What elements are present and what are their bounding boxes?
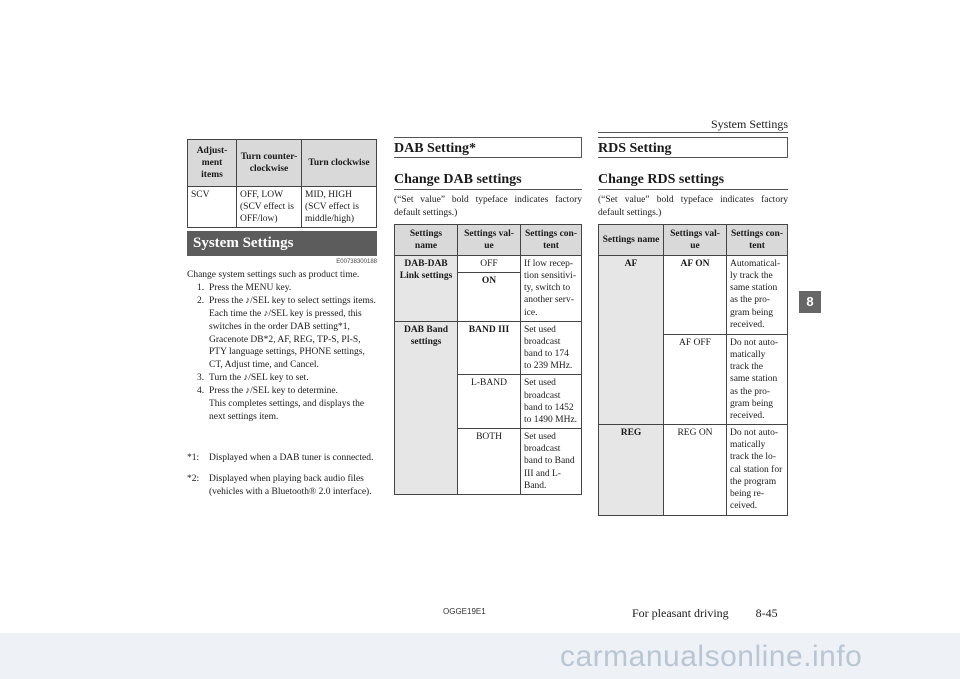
steps-list [187,282,377,424]
rds-reg-name: REG [599,425,664,516]
step-text: Press the ♪/SEL key to determine. [209,386,338,397]
footer-page-number: 8-45 [755,606,778,620]
dab-header-value: Settings val-ue [458,225,521,256]
step-text: Press the MENU key. [209,282,292,293]
system-settings-body [187,269,377,424]
step-number: 4. [197,386,205,397]
step-item [187,372,377,385]
dab-link-off: OFF [458,256,521,273]
footer-code: OGGE19E1 [443,607,486,616]
footnote-text: Displayed when a DAB tuner is connected. [209,453,374,463]
rds-af-off-content: Do not auto-matically track the same station as the pro-gram being received. [727,335,788,425]
adjust-cell-ccw: OFF, LOW (SCV effect is OFF/low) [237,187,302,228]
system-settings-intro: Change system settings such as product time. [187,270,360,280]
step-item [187,295,377,372]
page-header-title: System Settings [710,117,788,131]
step-number: 2. [197,295,205,306]
adjust-cell-scv: SCV [188,187,237,228]
adjust-cell-cw: MID, HIGH (SCV effect is middle/high) [302,187,377,228]
step-number: 1. [197,282,205,293]
system-settings-code: E00738300188 [336,259,377,265]
rds-af-off: AF OFF [664,335,727,425]
chapter-tab[interactable]: 8 [799,291,821,313]
dab-band-iii-content: Set used broadcast band to 174 to 239 MHz. [521,321,582,375]
adjust-header-cw: Turn clockwise [302,140,377,187]
dab-band-name: DAB Band settings [395,321,458,494]
dab-l-band-content: Set used broadcast band to 1452 to 1490 MHz. [521,375,582,429]
dab-header-name: Settings name [395,225,458,256]
footnote-text: Displayed when playing back audio files (vehicles with a Bluetooth® 2.0 interface). [209,473,372,497]
rds-subtitle: Change RDS settings [598,172,788,190]
dab-l-band: L-BAND [458,375,521,429]
rds-reg-on-content: Do not auto-matically track the lo-cal station for the program being re-ceived. [727,425,788,516]
dab-intro: (“Set value” bold typeface indicates factory default settings.) [394,195,582,218]
dab-link-on: ON [458,273,521,322]
rds-af-name: AF [599,256,664,425]
footnotes [187,452,377,507]
system-settings-heading: System Settings [187,231,377,256]
step-text: Turn the ♪/SEL key to set. [209,373,309,384]
footnote-mark: *1: [187,453,200,463]
rds-header-value: Settings val-ue [664,225,727,256]
footer-right [632,606,778,621]
header-divider [598,132,788,133]
dab-header-content: Settings con-tent [521,225,582,256]
dab-section-title: DAB Setting* [394,137,582,158]
adjust-header-ccw: Turn counter- clockwise [237,140,302,187]
step-number: 3. [197,373,205,384]
footnote-item [187,452,377,465]
dab-link-name: DAB-DAB Link settings [395,256,458,322]
rds-af-on: AF ON [664,256,727,335]
rds-intro: (“Set value” bold typeface indicates factory default settings.) [598,195,788,218]
dab-both-content: Set used broadcast band to Band III and L-Band. [521,429,582,495]
watermark: carmanualsonline.info [560,640,863,673]
rds-reg-on: REG ON [664,425,727,516]
step-item [187,385,377,424]
rds-af-on-content: Automatical-ly track the same station as the pro-gram being received. [727,256,788,335]
rds-table [598,224,788,516]
adjust-header-items: Adjust- ment items [188,140,237,187]
dab-subtitle: Change DAB settings [394,172,582,190]
rds-header-content: Settings con-tent [727,225,788,256]
footnote-mark: *2: [187,473,200,484]
dab-link-content: If low recep-tion sensitivi-ty, switch to another serv-ice. [521,256,582,322]
step-item [187,282,377,295]
footer-section: For pleasant driving [632,606,729,620]
adjust-table [187,139,377,228]
dab-band-iii: BAND III [458,321,521,375]
step-subtext: Each time the ♪/SEL key is pressed, this switches in the order DAB setting*1, Gracenote DB*2, AF, REG, TP-S, PI-S, PTY language settings, PHONE settings, CT, Adjust time, and Cancel. [209,308,365,371]
rds-section-title: RDS Setting [598,137,788,158]
rds-header-name: Settings name [599,225,664,256]
step-subtext: This completes settings, and displays the next settings item. [209,399,365,422]
step-text: Press the ♪/SEL key to select settings items. [209,295,376,306]
dab-table [394,224,582,495]
footnote-item [187,473,377,499]
dab-both: BOTH [458,429,521,495]
